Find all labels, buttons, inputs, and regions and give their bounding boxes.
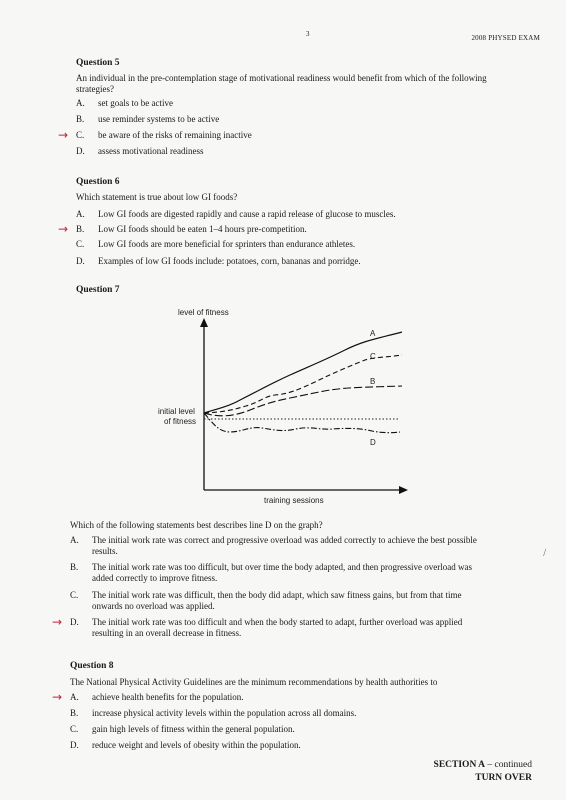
option-letter: A. [70,692,79,702]
option-letter: B. [70,708,79,718]
y-axis-arrowhead [200,318,208,327]
tick-mark-icon: / [543,548,546,559]
option-letter: C. [70,590,79,600]
option-letter: D. [76,256,85,266]
option-text: Low GI foods should be eaten 1–4 hours pre-competition. [98,224,307,234]
option-letter: B. [76,114,85,124]
footer-continued: – continued [485,760,532,770]
line-b-label: B [370,377,376,386]
option-line: The initial work rate was too difficult, but over time the body adapted, and then progressive overload was [92,562,472,572]
option-text: reduce weight and levels of obesity within the population. [92,740,301,750]
option-letter: B. [70,562,79,572]
line-c-label: C [370,352,376,361]
line-d [204,413,400,433]
stem-line: An individual in the pre-contemplation stage of motivational readiness would benefit from which of the following [76,73,487,83]
question-5-stem [76,73,546,95]
option-letter: D. [76,146,85,156]
option-text: assess motivational readiness [98,146,204,156]
option-text: Examples of low GI foods include: potatoes, corn, bananas and porridge. [98,256,361,266]
graph-initial-label-2: of fitness [164,417,197,426]
page-number: 3 [306,30,310,38]
stem-line: strategies? [76,84,114,94]
exam-title: 2008 PHYSED EXAM [471,34,540,42]
footer-turn-over: TURN OVER [475,773,532,783]
question-8-stem: The National Physical Activity Guidelines are the minimum recommendations by health authorities to [70,677,438,687]
option-text: Low GI foods are digested rapidly and cause a rapid release of glucose to muscles. [98,209,396,219]
graph-initial-label-1: initial level [158,407,195,416]
x-axis-arrowhead [399,486,408,494]
option-text: be aware of the risks of remaining inactive [98,130,252,140]
option-line: results. [92,546,118,556]
option-letter: A. [76,98,85,108]
footer-section [434,760,532,770]
option-line: onwards no overload was applied. [92,601,215,611]
option-text: set goals to be active [98,98,173,108]
question-8-title: Question 8 [70,661,114,671]
line-a-label: A [370,329,376,338]
option-letter: A. [76,209,85,219]
fitness-graph [150,302,410,512]
option-letter: C. [70,724,79,734]
option-line: added correctly to improve fitness. [92,573,218,583]
option-text: use reminder systems to be active [98,114,220,124]
graph-x-label: training sessions [264,496,324,505]
option-letter: D. [70,617,79,627]
option-line: resulting in an overall decrease in fitness. [92,628,242,638]
option-letter: A. [70,535,79,545]
answer-arrow-icon: → [58,222,69,236]
question-6-title: Question 6 [76,177,120,187]
line-a [204,332,402,413]
question-7-title: Question 7 [76,285,120,295]
option-letter: B. [76,224,85,234]
option-line: The initial work rate was correct and progressive overload was added correctly to achieve the best possible [92,535,477,545]
option-text: gain high levels of fitness within the general population. [92,724,295,734]
line-b [204,386,402,416]
option-line: The initial work rate was too difficult and when the body started to adapt, further overload was applied [92,617,463,627]
question-5-title: Question 5 [76,58,120,68]
graph-y-label: level of fitness [178,308,229,317]
answer-arrow-icon: → [52,615,63,629]
question-7-stem: Which of the following statements best describes line D on the graph? [70,520,323,530]
option-letter: C. [76,130,85,140]
option-text: increase physical activity levels within the population across all domains. [92,708,357,718]
footer-section-label: SECTION A [433,760,486,770]
option-letter: C. [76,239,85,249]
question-6-stem: Which statement is true about low GI foods? [76,192,238,202]
line-d-label: D [370,438,376,447]
option-letter: D. [70,740,79,750]
answer-arrow-icon: → [58,128,69,142]
option-line: The initial work rate was difficult, then the body did adapt, which saw fitness gains, but from that time [92,590,462,600]
option-text: achieve health benefits for the population. [92,692,244,702]
answer-arrow-icon: → [52,690,63,704]
option-text: Low GI foods are more beneficial for sprinters than endurance athletes. [98,239,356,249]
